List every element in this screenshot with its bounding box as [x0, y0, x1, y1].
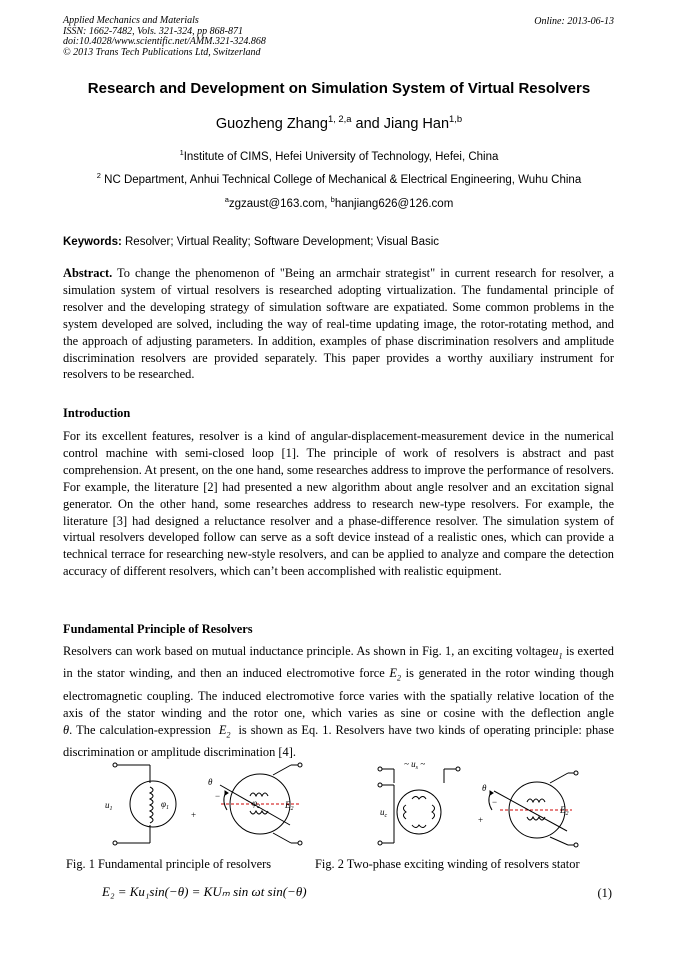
abstract-label: Abstract. — [63, 266, 113, 280]
fund-p3: is generated in the rotor winding though electromagnetic coupling. The induced electromotive force varies with the spatially relative location of the axis of the stator winding and the rotor one, which varies as sine or cosine with the deflection angle — [63, 666, 614, 720]
aff2-text: NC Department, Anhui Technical College of Mechanical & Electrical Engineering, Wuhu China — [100, 174, 582, 186]
abstract-text: To change the phenomenon of "Being an armchair strategist" in current research for resolver, a simulation system of virtual resolvers is researched adopting virtualization. The fundamental principle of resolver and the developing strategy of simulation software are expatiated. Some common problems in the system developed are solved, including the way of real-time updating image, the rotor-rotating method, and the approach of adjusting parameters. In addition, examples of phase discrimination resolvers and amplitude discrimination resolvers are provided separately. This paper provides a worthy auxiliary instrument for resolvers to be researched. — [63, 266, 614, 382]
copyright: © 2013 Trans Tech Publications Ltd, Switzerland — [63, 46, 261, 58]
fig1-phi1: $\varphi_1$ — [161, 799, 169, 811]
fig2-caption: Fig. 2 Two-phase exciting winding of resolvers stator — [315, 857, 580, 871]
intro-text: For its excellent features, resolver is a kind of angular-displacement-measurement device in the numerical control machine with semi-closed loop [1]. The principle of work of resolvers is abstract and past comprehension. At present, on the one hand, some researches address to improve the performance of resolvers. For example, the literature [2] had presented a new algorithm about angle resolver and an excitation signal generator. On the other hand, some researches address to research new-type resolvers. For example, the literature [3] had designed a reluctance resolver and a phase-difference resolver. The simulation system of virtual resolvers developed follow can serve as a soft device instead of a realistic ones, which can provide a technical terrace for researching new-style resolvers, and can be applied to analyze and compare the detection accuracy of different resolvers, which can’t been accomplished with realistic equipment. — [63, 429, 614, 579]
emails — [0, 195, 678, 210]
fig2-us: ~ $u_s$ ~ — [404, 759, 426, 771]
fund-p4: . The calculation-expression — [69, 722, 219, 737]
issn: ISSN: 1662-7482, Vols. 321-324, pp 868-871 — [63, 25, 243, 37]
doi: doi:10.4028/www.scientific.net/AMM.321-324.868 — [63, 36, 266, 47]
fig1-minus: − — [215, 791, 221, 801]
sym-theta: θ — [63, 722, 70, 737]
intro-heading: Introduction — [63, 406, 131, 420]
online-date: Online: 2013-06-13 — [534, 16, 614, 27]
fund-p2: is exerted in the stator winding, and then an induced electromotive force — [63, 644, 614, 681]
author-and: and — [351, 116, 384, 132]
fig2-theta: θ — [482, 783, 487, 793]
equation-number: (1) — [597, 886, 612, 900]
aff1-sup: 1 — [179, 148, 184, 158]
sym-E2b: $E_2$ — [218, 722, 231, 740]
keywords — [63, 236, 439, 248]
journal-name: Applied Mechanics and Materials — [63, 15, 199, 26]
figure-1 — [95, 755, 310, 855]
fund-p1: Resolvers can work based on mutual inductance principle. As shown in Fig. 1, an exciting voltage — [63, 644, 553, 658]
abstract — [63, 265, 614, 383]
fund-p5: is shown as Eq. 1. Resolvers have two kinds of operating principle: phase discrimination or amplitude discrimination [4]. — [63, 722, 618, 759]
fundamental-heading: Fundamental Principle of Resolvers — [63, 622, 253, 636]
fig2-plus: + — [478, 815, 484, 825]
email-a-sup: a — [224, 195, 229, 205]
fig2-E2: $E_2$ — [560, 805, 569, 817]
terminal-icon — [113, 763, 117, 767]
keywords-label: Keywords: — [63, 236, 122, 248]
stator-circle-2 — [397, 790, 441, 834]
affiliation-2 — [0, 171, 678, 186]
aff2-sup: 2 — [96, 171, 101, 181]
sym-E2: $E_2$ — [389, 666, 401, 683]
author-1: Guozheng Zhang — [215, 116, 328, 132]
fig1-E2: $E_2$ — [285, 800, 294, 812]
journal-header — [63, 16, 266, 58]
author-1-sup: 1, 2,a — [327, 113, 352, 125]
fundamental-text — [63, 643, 618, 761]
author-2: Jiang Han — [383, 116, 450, 132]
figure-2 — [372, 755, 592, 855]
fig1-plus: + — [191, 810, 197, 820]
fig1-caption: Fig. 1 Fundamental principle of resolvers — [66, 857, 272, 871]
paper-title: Research and Development on Simulation System of Virtual Resolvers — [87, 80, 591, 97]
keywords-text: Resolver; Virtual Reality; Software Development; Visual Basic — [121, 236, 440, 248]
email-a[interactable]: zgzaust@163.com, — [228, 198, 331, 210]
fig2-uc: $u_c$ — [380, 807, 388, 819]
email-b-sup: b — [330, 195, 335, 205]
email-b[interactable]: hanjiang626@126.com — [334, 198, 454, 210]
aff1-text: Institute of CIMS, Hefei University of Technology, Hefei, China — [183, 151, 499, 163]
fig2-minus: − — [492, 797, 498, 807]
fig1-u1: $u_1$ — [105, 800, 113, 812]
affiliation-1 — [0, 148, 678, 163]
sym-u1: $u_1$ — [552, 644, 563, 661]
fig1-phi2: $\varphi_2$ — [252, 798, 260, 810]
equation-1: E₂ = Ku₁sin(−θ) = KUₘ sin ωt sin(−θ) — [102, 884, 307, 899]
fig1-theta: θ — [208, 777, 213, 787]
authors — [0, 113, 678, 132]
author-2-sup: 1,b — [449, 113, 463, 125]
